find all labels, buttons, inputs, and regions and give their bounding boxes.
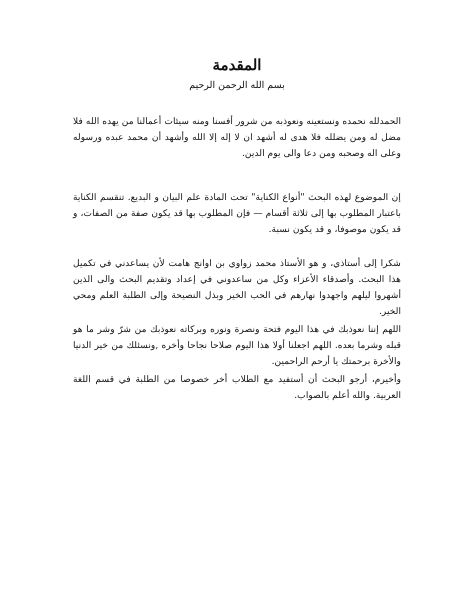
paragraph-closing: وأخيرم، أرجو البحث أن أستفيد مع الطلاب أخر خصوصا من الطلبة في قسم اللغة العربية. والله أعلم بالصواب.: [73, 374, 401, 401]
paragraph-supplication: اللهم إننا نعوذبك في هذا اليوم فتحة ونصرة ونوره وبركاته نعوذبك من شرّ وشر ما هو قبله وشرما بعده. اللهم اجعلنا أولا هذا اليوم صلاحا نجاحا وأخره ,ونسئلك من خير الدنيا والأخرة برحمتك يا أرحم الراحمين.: [73, 324, 401, 367]
paragraph-thanks: شكرا إلى أستاذي، و هو الأستاذ محمد زواوي بن اوانج هامت لأن يساعدني في تكميل هذا البحث. وأصدقاء الأعزاء وكل من ساعدوني في إعداد وتقديم البحث والى الذين أشهروا ليلهم واجهدوا نهارهم في الحب الخير وبذل النصيحة وإلى الطلبة العلم ومحي الخير.: [73, 258, 401, 317]
page-title: المقدمة: [212, 56, 262, 74]
basmala-line: بسم الله الرحمن الرحيم: [189, 80, 285, 91]
paragraph-praise: الحمدلله نحمده ونستعينه ونعوذبه من شرور أفسنا ومنه سيئات أعمالنا من يهده الله فلا مضل له ومن يضلله فلا هدى له أشهد ان لا إله إلا الله وأشهد أن محمد عبده ورسوله وعلى اله وصحبه ومن دعا والى يوم الدين.: [73, 116, 401, 159]
paragraph-topic: إن الموضوع لهذه البحث "أنواع الكناية" تحت المادة علم البيان و البديع. تنقسم الكناية باعتبار المطلوب بها إلى ثلاثة أقسام — فإن المطلوب بها قد يكون صفة من الصفات، و قد يكون موصوفا، و قد يكون نسبة.: [73, 192, 401, 235]
